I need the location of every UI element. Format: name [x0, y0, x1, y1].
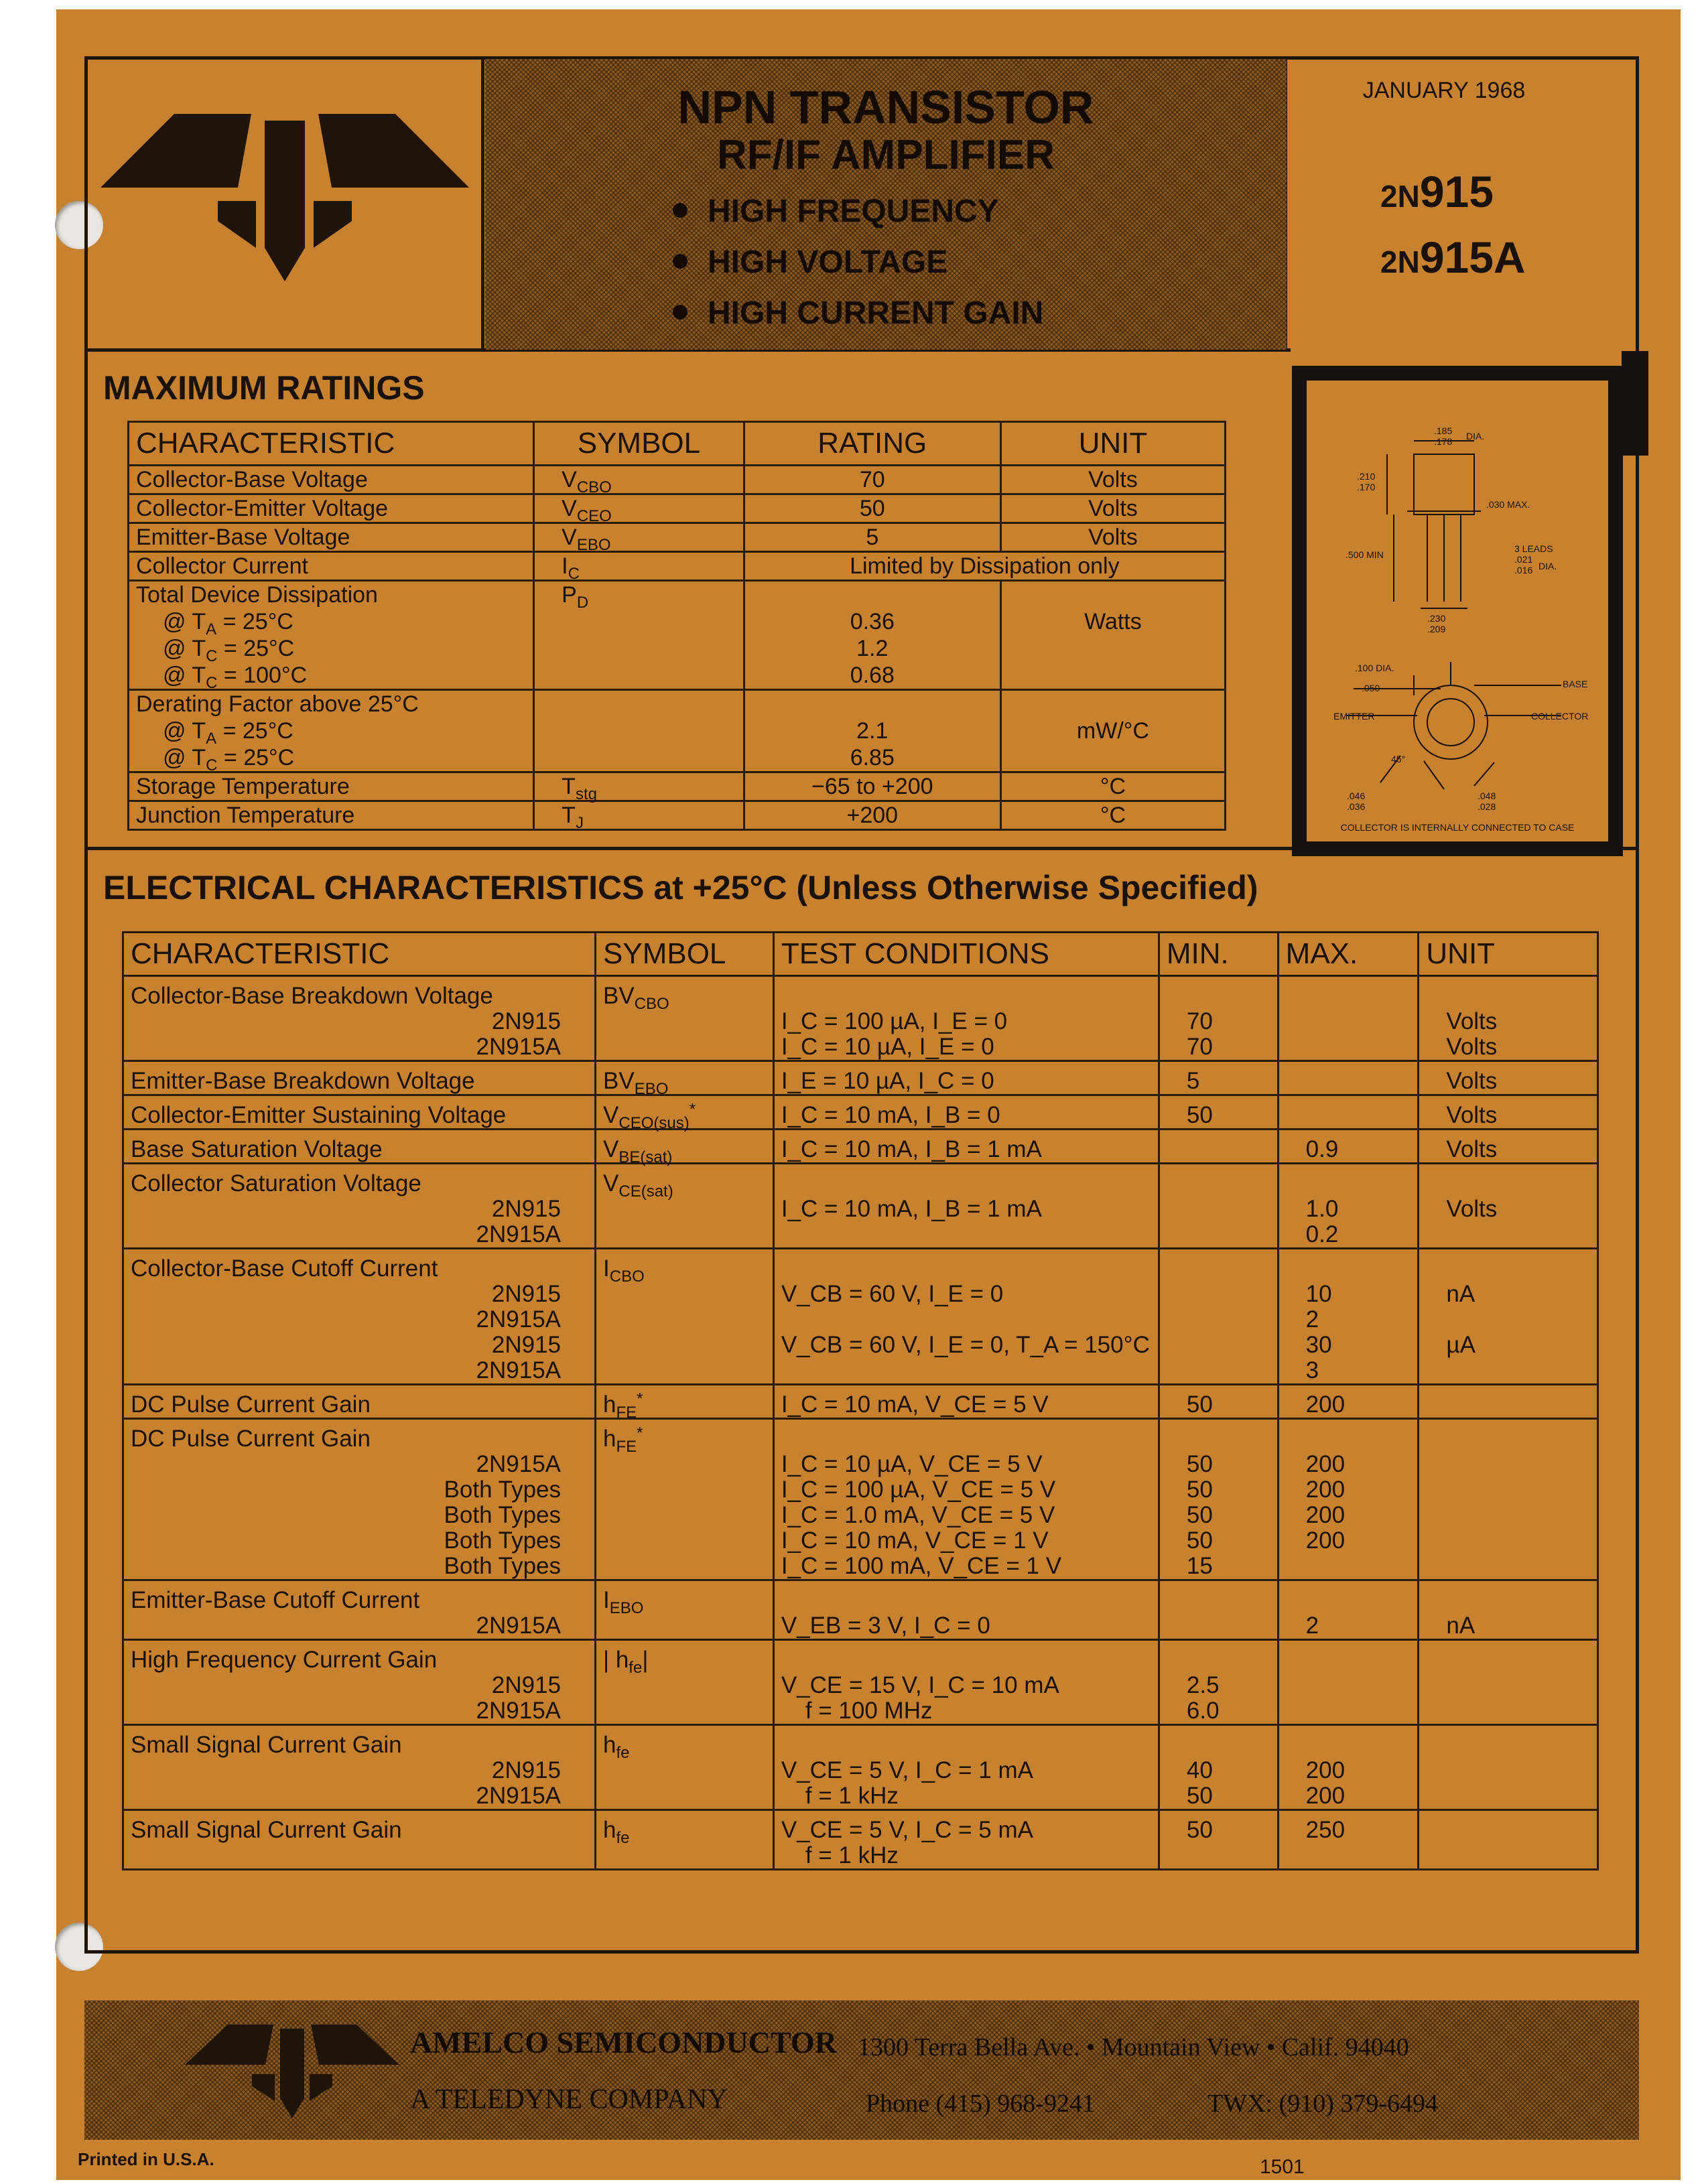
company-name: AMELCO SEMICONDUCTOR	[410, 2025, 837, 2059]
svg-text:.046: .046	[1347, 791, 1366, 801]
printed-note: Printed in U.S.A.	[78, 2149, 214, 2169]
column-header: SYMBOL	[596, 933, 774, 976]
index-tab	[1622, 351, 1648, 456]
table-row: DC Pulse Current Gain 2N915A Both Types Both Types Both Types Both Types $h_{FE}^*$ I_C = 10 µA, V_CE = 5 V I_C = 100 µA, V_CE = 5 V I_C = 1.0 mA, V_CE = 5 V I_C = 10 mA, V_CE = 1 V I_C = 100 mA, V_CE = 1 V 50 50 50 50 15 200 200 200 200	[123, 1419, 1598, 1580]
column-header: UNIT	[1419, 933, 1598, 976]
table-row: Storage Temperature $T_{stg}$ −65 to +200 °C	[129, 772, 1226, 801]
column-header: RATING	[744, 422, 1000, 466]
svg-text:.021: .021	[1514, 554, 1533, 565]
svg-text:COLLECTOR: COLLECTOR	[1531, 711, 1589, 722]
package-outline	[1292, 366, 1623, 856]
table-row: Collector-Emitter Sustaining Voltage $V_{CEO(sus)}^*$ I_C = 10 mA, I_B = 0 50 Volts	[123, 1095, 1598, 1130]
table-row: Collector-Base Voltage $V_{CBO}$ 70 Volts	[129, 466, 1226, 494]
svg-text:DIA.: DIA.	[1466, 431, 1485, 441]
table-header-row	[123, 933, 1598, 976]
company-twx: TWX: (910) 379-6494	[1207, 2090, 1439, 2118]
table-row: Collector Saturation Voltage 2N915 2N915A $V_{CE(sat)}$ I_C = 10 mA, I_B = 1 mA 1.0 0.2 Volts	[123, 1164, 1598, 1249]
company-phone: Phone (415) 968-9241	[866, 2090, 1095, 2118]
feature-item: HIGH FREQUENCY	[673, 193, 999, 230]
svg-text:DIA.: DIA.	[1539, 561, 1557, 571]
bullet-icon	[673, 305, 688, 320]
company-address: 1300 Terra Bella Ave. • Mountain View • Calif. 94040	[858, 2033, 1409, 2061]
max-ratings-title: MAXIMUM RATINGS	[103, 369, 425, 407]
part-number: 2N915	[1380, 167, 1494, 216]
svg-text:.178: .178	[1434, 436, 1453, 447]
svg-text:.500 MIN: .500 MIN	[1346, 549, 1384, 560]
table-row: Collector-Base Breakdown Voltage 2N915 2N915A $BV_{CBO}$ I_C = 100 µA, I_E = 0 I_C = 10 µA, I_E = 0 70 70 Volts Volts	[123, 976, 1598, 1061]
package-drawing	[1307, 381, 1608, 841]
electrical-table	[122, 931, 1599, 1870]
column-header: CHARACTERISTIC	[129, 422, 534, 466]
max-ratings-table	[127, 421, 1226, 831]
column-header: SYMBOL	[534, 422, 744, 466]
svg-text:.028: .028	[1478, 801, 1496, 812]
table-row: Total Device Dissipation @ $T_A = 25^\circ C$ @ $T_C = 25^\circ C$ @ $T_C = 100^\circ C$ $P_D$ 0.36 1.2 0.68 Watts	[129, 581, 1226, 690]
table-row: DC Pulse Current Gain $h_{FE}^*$ I_C = 10 mA, V_CE = 5 V 50 200	[123, 1385, 1598, 1419]
table-row: Small Signal Current Gain $h_{fe}$ V_CE = 5 V, I_C = 5 mA f = 1 kHz 50 250	[123, 1810, 1598, 1870]
issue-date: JANUARY 1968	[1362, 78, 1526, 103]
divider	[481, 56, 484, 351]
svg-text:.048: .048	[1478, 791, 1496, 801]
product-subtitle: RF/IF AMPLIFIER	[717, 132, 1055, 178]
svg-text:3 LEADS: 3 LEADS	[1514, 543, 1553, 554]
table-row: Base Saturation Voltage $V_{BE(sat)}$ I_C = 10 mA, I_B = 1 mA 0.9 Volts	[123, 1130, 1598, 1164]
table-row: Emitter-Base Cutoff Current 2N915A $I_{EBO}$ V_EB = 3 V, I_C = 0 2 nA	[123, 1580, 1598, 1640]
feature-item: HIGH CURRENT GAIN	[673, 295, 1043, 332]
svg-text:45°: 45°	[1391, 754, 1406, 764]
svg-text:.210: .210	[1357, 471, 1376, 482]
title-block	[485, 59, 1287, 350]
package-note: COLLECTOR IS INTERNALLY CONNECTED TO CASE	[1340, 822, 1575, 833]
table-row: Small Signal Current Gain 2N915 2N915A $h_{fe}$ V_CE = 5 V, I_C = 1 mA f = 1 kHz 40 50 200 200	[123, 1725, 1598, 1810]
teledyne-logo	[101, 114, 469, 288]
column-header: MAX.	[1278, 933, 1419, 976]
svg-text:.100 DIA.: .100 DIA.	[1355, 663, 1394, 673]
table-row: Junction Temperature $T_J$ +200 °C	[129, 801, 1226, 830]
product-title: NPN TRANSISTOR	[677, 81, 1094, 133]
svg-text:EMITTER: EMITTER	[1333, 711, 1375, 722]
bullet-icon	[673, 254, 688, 269]
electrical-title: ELECTRICAL CHARACTERISTICS at +25°C (Unless Otherwise Specified)	[103, 869, 1258, 906]
column-header: MIN.	[1159, 933, 1278, 976]
svg-text:BASE: BASE	[1563, 679, 1588, 689]
teledyne-logo	[185, 2025, 426, 2125]
column-header: UNIT	[1000, 422, 1225, 466]
svg-text:.036: .036	[1347, 801, 1366, 812]
table-row: Emitter-Base Breakdown Voltage $BV_{EBO}$ I_E = 10 µA, I_C = 0 5 Volts	[123, 1061, 1598, 1095]
footer-band	[84, 2000, 1639, 2140]
table-row: Derating Factor above 25°C @ $T_A = 25^\circ C$ @ $T_C = 25^\circ C$ 2.1 6.85 mW/°C	[129, 690, 1226, 772]
document-number: 1501	[1260, 2156, 1305, 2178]
column-header: CHARACTERISTIC	[123, 933, 596, 976]
part-number: 2N915A	[1380, 232, 1526, 282]
svg-text:.030 MAX.: .030 MAX.	[1486, 499, 1530, 510]
table-header-row	[129, 422, 1226, 466]
column-header: TEST CONDITIONS	[773, 933, 1159, 976]
table-row: High Frequency Current Gain 2N915 2N915A | $h_{fe}|$ V_CE = 15 V, I_C = 10 mA f = 100 MHz 2.5 6.0	[123, 1640, 1598, 1725]
company-tagline: A TELEDYNE COMPANY	[410, 2084, 728, 2115]
svg-text:.230: .230	[1427, 613, 1446, 624]
svg-text:.185: .185	[1434, 425, 1453, 436]
svg-text:.050: .050	[1362, 683, 1380, 693]
table-row: Collector Current $I_C$ Limited by Dissipation only	[129, 552, 1226, 581]
bullet-icon	[673, 203, 688, 218]
feature-item: HIGH VOLTAGE	[673, 244, 947, 281]
svg-text:.209: .209	[1427, 624, 1446, 634]
table-row: Collector-Emitter Voltage $V_{CEO}$ 50 Volts	[129, 494, 1226, 523]
svg-text:.170: .170	[1357, 482, 1376, 492]
svg-text:.016: .016	[1514, 565, 1533, 575]
table-row: Emitter-Base Voltage $V_{EBO}$ 5 Volts	[129, 523, 1226, 552]
table-row: Collector-Base Cutoff Current 2N915 2N915A 2N915 2N915A $I_{CBO}$ V_CB = 60 V, I_E = 0 V_CB = 60 V, I_E = 0, T_A = 150°C 10 2 30 3 nA µA	[123, 1249, 1598, 1385]
